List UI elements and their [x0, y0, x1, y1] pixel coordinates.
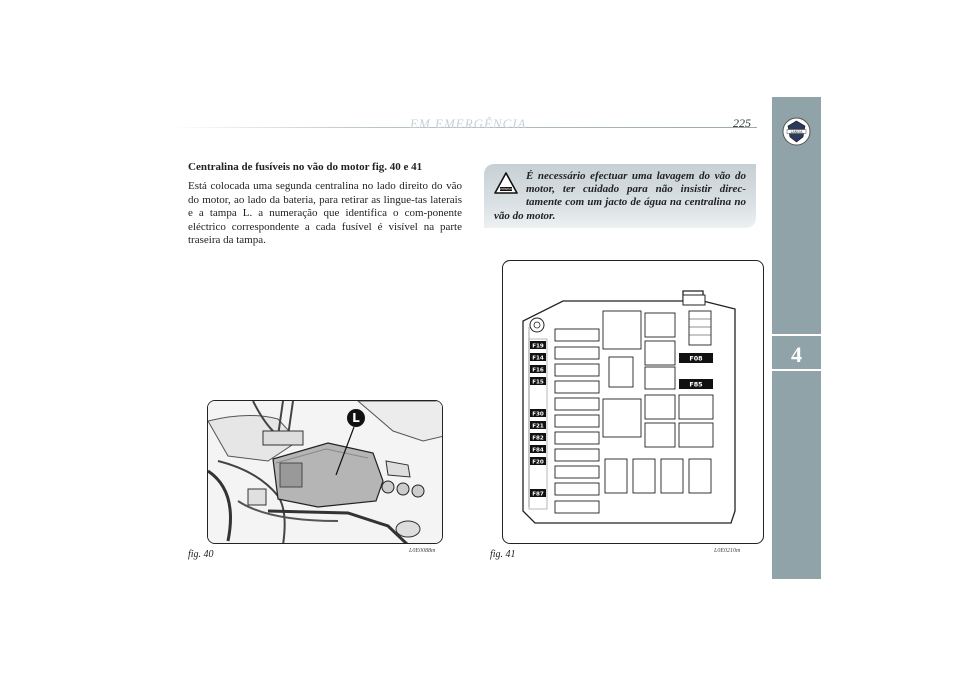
fuse-box-diagram	[503, 261, 764, 544]
svg-text:F16: F16	[532, 367, 544, 374]
section-title: EM EMERGÊNCIA	[410, 116, 527, 131]
svg-text:F21: F21	[532, 423, 544, 430]
figure-41-diagram	[502, 260, 764, 544]
body-paragraph: Está colocada uma segunda centralina no lado direito do vão do motor, ao lado da bateria, para retirar as lingue-tas laterais e a tampa L. a numeração que identifica o com-ponente eléctrico correspondente a cada fusível é visível na parte traseira da tampa.	[188, 180, 462, 247]
lancia-badge-icon	[782, 117, 811, 146]
fuse-label-f14	[530, 353, 546, 361]
tab-divider-top	[772, 334, 821, 336]
page-number: 225	[733, 116, 751, 130]
fuse-label-f08	[679, 353, 713, 363]
fuse-label-f16	[530, 365, 546, 373]
figure-40-label: fig. 40	[188, 549, 214, 560]
chapter-number: 4	[791, 342, 802, 367]
svg-text:F20: F20	[532, 459, 544, 466]
svg-text:ATTENTION: ATTENTION	[498, 188, 514, 192]
chapter-side-tab	[772, 97, 821, 579]
svg-text:F87: F87	[532, 491, 544, 498]
fuse-label-f87	[530, 489, 546, 497]
svg-text:L: L	[352, 411, 360, 425]
svg-text:F08: F08	[689, 354, 703, 363]
fuse-label-f19	[530, 341, 546, 349]
figure-40-code: L0E0088m	[409, 548, 436, 554]
fuse-label-f15	[530, 377, 546, 385]
svg-text:F15: F15	[532, 379, 544, 386]
warning-text: É necessário efectuar uma lavagem do vão do motor, ter cuidado para não insistir direc-tamente com um jacto de água na centralina no vão do motor.	[494, 170, 746, 222]
fuse-label-f20	[530, 457, 546, 465]
svg-text:F30: F30	[532, 411, 544, 418]
tab-divider-bottom	[772, 369, 821, 371]
engine-bay-illustration	[208, 401, 443, 544]
fuse-label-f84	[530, 445, 546, 453]
figure-41-label: fig. 41	[490, 549, 516, 560]
svg-text:LANCIA: LANCIA	[790, 129, 803, 134]
fuse-label-f85	[679, 379, 713, 389]
fuse-label-f30	[530, 409, 546, 417]
svg-text:F85: F85	[689, 380, 703, 389]
svg-text:F84: F84	[532, 447, 544, 454]
fuse-label-f21	[530, 421, 546, 429]
svg-text:F19: F19	[532, 343, 544, 350]
figure-41-code: L0E0210m	[714, 548, 741, 554]
warning-box	[484, 164, 756, 228]
svg-text:F82: F82	[532, 435, 544, 442]
svg-text:F14: F14	[532, 355, 544, 362]
fuse-label-f82	[530, 433, 546, 441]
figure-40-photo	[207, 400, 443, 544]
section-heading: Centralina de fusíveis no vão do motor fig. 40 e 41	[188, 161, 423, 173]
